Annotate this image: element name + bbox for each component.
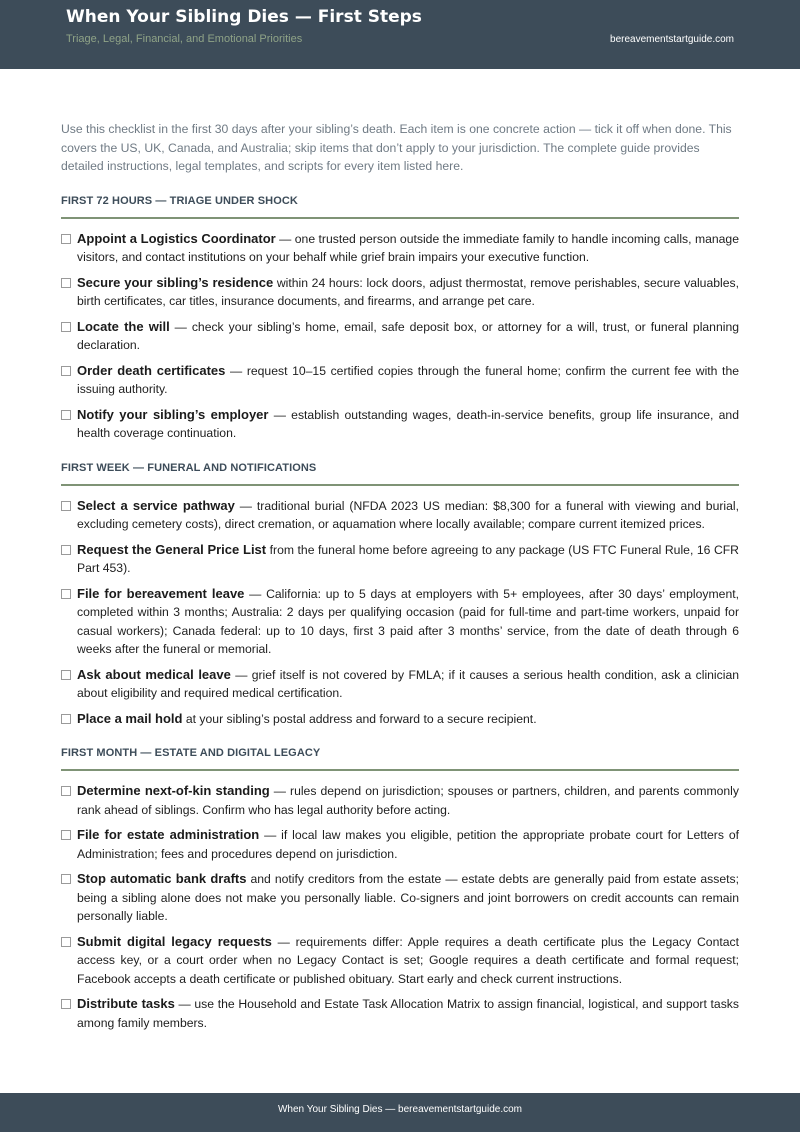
section-first-week xyxy=(61,462,739,729)
checkbox[interactable] xyxy=(61,589,71,599)
checklist-item xyxy=(61,826,739,863)
checklist-item xyxy=(61,230,739,267)
checkbox[interactable] xyxy=(61,322,71,332)
section-title: FIRST 72 HOURS — TRIAGE UNDER SHOCK xyxy=(61,195,739,219)
checkbox[interactable] xyxy=(61,545,71,555)
item-lead: Locate the will xyxy=(77,318,170,334)
checkbox[interactable] xyxy=(61,670,71,680)
item-text: — one trusted person outside the immediate family to handle incoming calls, manage visitors, and contact institutions on your behalf while grief brain impairs your executive function. xyxy=(77,231,739,264)
item-text: — requirements differ: Apple requires a death certificate plus the Legacy Contact access key, or a court order when no Legacy Contact is set; Google requires a death certificate and formal request; Facebook accepts a death certificate or published obituary. Start early and check current instructions. xyxy=(77,934,739,986)
item-lead: Select a service pathway xyxy=(77,497,235,513)
checkbox[interactable] xyxy=(61,874,71,884)
item-lead: File for bereavement leave xyxy=(77,585,245,601)
item-text: — if local law makes you eligible, petition the appropriate probate court for Letters of Administration; fees and procedures depend on jurisdiction. xyxy=(77,828,740,861)
checklist-item xyxy=(61,933,739,989)
page-title: When Your Sibling Dies — First Steps xyxy=(66,7,422,27)
item-text: — use the Household and Estate Task Allocation Matrix to assign financial, logistical, and support tasks among family members. xyxy=(77,997,739,1030)
item-lead: Secure your sibling’s residence xyxy=(77,274,274,290)
section-first-72-hours xyxy=(61,195,739,443)
checklist-item xyxy=(61,782,739,819)
checkbox[interactable] xyxy=(61,410,71,420)
item-lead: Stop automatic bank drafts xyxy=(77,871,247,886)
page-header xyxy=(0,0,800,69)
intro-paragraph: Use this checklist in the first 30 days after your sibling’s death. Each item is one concrete action — tick it off when done. This covers the US, UK, Canada, and Australia; skip items that don’t apply to your jurisdiction. The complete guide provides detailed instructions, legal templates, and scripts for every item listed here. xyxy=(61,122,732,173)
checklist-item xyxy=(61,585,739,659)
checklist-item xyxy=(61,274,739,311)
checklist-item xyxy=(61,362,739,399)
item-text: — establish outstanding wages, death-in-service benefits, group life insurance, and health coverage continuation. xyxy=(77,407,739,440)
section-title: FIRST MONTH — ESTATE AND DIGITAL LEGACY xyxy=(61,747,739,771)
checkbox[interactable] xyxy=(61,830,71,840)
item-lead: Submit digital legacy requests xyxy=(77,933,272,949)
checklist-item xyxy=(61,497,739,534)
item-lead: Request the General Price List xyxy=(77,541,267,557)
item-text: at your sibling’s postal address and forward to a secure recipient. xyxy=(182,711,537,726)
checkbox[interactable] xyxy=(61,501,71,511)
item-text: — California: up to 5 days at employers with 5+ employees, after 30 days’ employment, completed within 3 months; Australia: 2 days per qualifying occasion (paid for full-time and part-time workers, unpaid for casual workers); Canada federal: up to 10 days, first 3 paid after 3 months’ service, from the date of death through 6 weeks after the funeral or memorial. xyxy=(77,586,739,656)
checklist-content xyxy=(61,120,739,1039)
item-lead: Notify your sibling’s employer xyxy=(77,406,269,422)
checklist-item xyxy=(61,710,739,729)
checkbox[interactable] xyxy=(61,786,71,796)
footer-text: When Your Sibling Dies — bereavementstartguide.com xyxy=(277,1104,523,1115)
checkbox[interactable] xyxy=(61,714,71,724)
item-lead: Appoint a Logistics Coordinator xyxy=(77,230,276,246)
item-lead: File for estate administration xyxy=(77,827,260,842)
site-url: bereavementstartguide.com xyxy=(610,34,734,45)
item-lead: Distribute tasks xyxy=(77,996,175,1011)
section-title: FIRST WEEK — FUNERAL AND NOTIFICATIONS xyxy=(61,462,739,486)
item-lead: Ask about medical leave xyxy=(77,666,231,682)
page-footer xyxy=(0,1093,800,1132)
checklist-item xyxy=(61,995,739,1032)
page-subtitle: Triage, Legal, Financial, and Emotional Priorities xyxy=(66,33,303,45)
item-text: — rules depend on jurisdiction; spouses or partners, children, and parents commonly rank ahead of siblings. Confirm who has legal authority before acting. xyxy=(77,784,739,817)
item-text: within 24 hours: lock doors, adjust thermostat, remove perishables, secure valuables, birth certificates, car titles, insurance documents, and firearms, and arrange pet care. xyxy=(77,275,739,308)
item-text: from the funeral home before agreeing to any package (US FTC Funeral Rule, 16 CFR Part 453). xyxy=(77,542,739,575)
item-lead: Order death certificates xyxy=(77,362,226,378)
section-first-month xyxy=(61,747,739,1032)
checklist-item xyxy=(61,541,739,578)
checkbox[interactable] xyxy=(61,937,71,947)
item-text: — request 10–15 certified copies through the funeral home; confirm the current fee with the issuing authority. xyxy=(77,363,739,396)
checklist-item xyxy=(61,318,739,355)
checklist-item xyxy=(61,870,739,926)
checkbox[interactable] xyxy=(61,999,71,1009)
item-text: and notify creditors from the estate — estate debts are generally paid from estate assets; being a sibling alone does not make you personally liable. Co-signers and joint borrowers on credit accounts can remain personally liable. xyxy=(77,872,739,923)
checklist-item xyxy=(61,666,739,703)
item-text: — check your sibling’s home, email, safe deposit box, or attorney for a will, trust, or funeral planning declaration. xyxy=(77,319,739,352)
item-text: — grief itself is not covered by FMLA; if it causes a serious health condition, ask a clinician about eligibility and required medical certification. xyxy=(77,667,739,700)
checkbox[interactable] xyxy=(61,234,71,244)
checklist-item xyxy=(61,406,739,443)
checkbox[interactable] xyxy=(61,278,71,288)
item-text: — traditional burial (NFDA 2023 US median: $8,300 for a funeral with viewing and burial, excluding cemetery costs), direct cremation, or aquamation where locally available; compare current itemized prices. xyxy=(77,498,740,531)
item-lead: Determine next-of-kin standing xyxy=(77,783,270,798)
item-lead: Place a mail hold xyxy=(77,710,183,726)
checkbox[interactable] xyxy=(61,366,71,376)
